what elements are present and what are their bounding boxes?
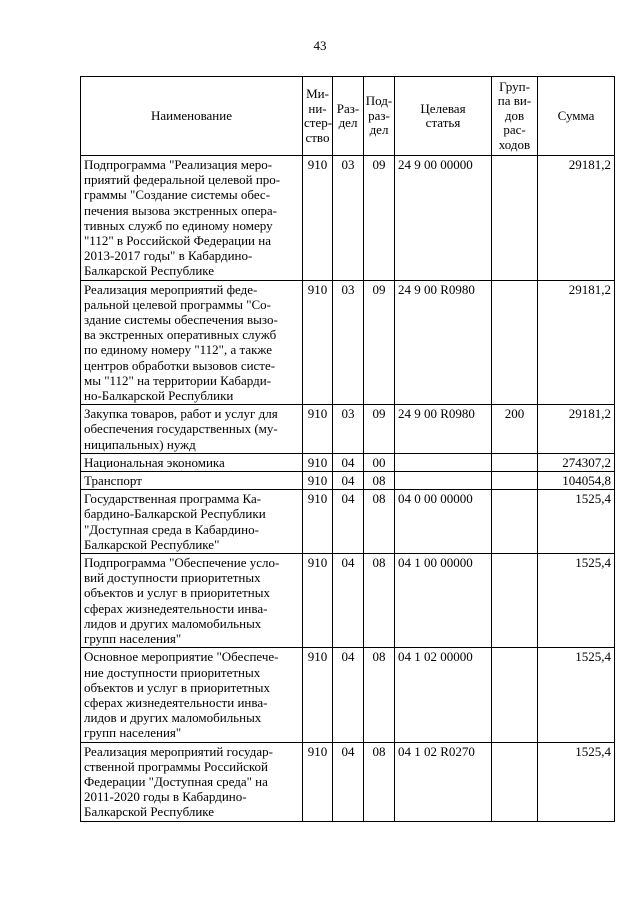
table-row [81, 453, 615, 471]
table-row [81, 156, 615, 281]
row-section: 04 [333, 648, 364, 742]
row-subsection: 08 [364, 648, 395, 742]
table-header-row [81, 77, 615, 156]
table-body [81, 156, 615, 822]
row-target: 24 9 00 R0980 [395, 405, 492, 454]
row-expense-group [492, 472, 538, 490]
row-ministry: 910 [303, 554, 333, 648]
row-ministry: 910 [303, 742, 333, 821]
row-section: 03 [333, 280, 364, 405]
row-subsection: 08 [364, 472, 395, 490]
header-target: Целевая статья [395, 77, 492, 156]
table-row [81, 648, 615, 742]
header-sum: Сумма [538, 77, 615, 156]
row-sum: 274307,2 [538, 453, 615, 471]
row-name: Государственная программа Ка- бардино-Балкарской Республики "Доступная среда в Кабардино- Балкарской Республике" [81, 490, 303, 554]
row-sum: 1525,4 [538, 554, 615, 648]
row-name: Закупка товаров, работ и услуг для обеспечения государственных (му- ниципальных) нужд [81, 405, 303, 454]
row-target: 04 1 00 00000 [395, 554, 492, 648]
row-name: Реализация мероприятий феде- ральной целевой программы "Со- здание системы обеспечения вызо- ва экстренных оперативных служб по единому номеру "112", а также центров обработки вызовов систе- мы "112" на территории Кабарди- но-Балкарской Республики [81, 280, 303, 405]
row-sum: 104054,8 [538, 472, 615, 490]
row-ministry: 910 [303, 490, 333, 554]
row-ministry: 910 [303, 156, 333, 281]
row-section: 04 [333, 453, 364, 471]
row-name: Основное мероприятие "Обеспече- ние доступности приоритетных объектов и услуг в приоритетных сферах жизнедеятельности инва- лидов и других маломобильных групп населения" [81, 648, 303, 742]
row-sum: 29181,2 [538, 405, 615, 454]
row-expense-group [492, 490, 538, 554]
row-name: Транспорт [81, 472, 303, 490]
row-subsection: 00 [364, 453, 395, 471]
row-subsection: 08 [364, 742, 395, 821]
row-ministry: 910 [303, 453, 333, 471]
row-target [395, 453, 492, 471]
row-sum: 1525,4 [538, 490, 615, 554]
row-name: Национальная экономика [81, 453, 303, 471]
row-ministry: 910 [303, 648, 333, 742]
row-section: 04 [333, 554, 364, 648]
row-sum: 29181,2 [538, 156, 615, 281]
row-name: Подпрограмма "Реализация меро- приятий федеральной целевой про- граммы "Создание системы обес- печения вызова экстренных опера- тивных служб по единому номеру "112" в Российской Федерации на 2013-2017 годы" в Кабардино- Балкарской Республике [81, 156, 303, 281]
row-expense-group [492, 453, 538, 471]
row-target: 04 1 02 R0270 [395, 742, 492, 821]
table-row [81, 472, 615, 490]
row-name: Реализация мероприятий государ- ственной программы Российской Федерации "Доступная среда" на 2011-2020 годы в Кабардино- Балкарской Республике [81, 742, 303, 821]
row-section: 04 [333, 742, 364, 821]
row-section: 04 [333, 472, 364, 490]
row-ministry: 910 [303, 280, 333, 405]
row-expense-group: 200 [492, 405, 538, 454]
header-ministry: Ми- ни- стер- ство [303, 77, 333, 156]
table-row [81, 405, 615, 454]
row-expense-group [492, 742, 538, 821]
table-row [81, 280, 615, 405]
header-name: Наименование [81, 77, 303, 156]
row-expense-group [492, 280, 538, 405]
row-subsection: 09 [364, 405, 395, 454]
row-target: 04 1 02 00000 [395, 648, 492, 742]
row-sum: 1525,4 [538, 648, 615, 742]
page-number: 43 [313, 38, 327, 53]
row-expense-group [492, 156, 538, 281]
header-subsection: Под- раз- дел [364, 77, 395, 156]
row-sum: 1525,4 [538, 742, 615, 821]
row-target: 24 9 00 R0980 [395, 280, 492, 405]
header-expense-group: Груп- па ви- дов рас- ходов [492, 77, 538, 156]
row-expense-group [492, 648, 538, 742]
header-section: Раз- дел [333, 77, 364, 156]
row-subsection: 09 [364, 156, 395, 281]
row-target [395, 472, 492, 490]
row-ministry: 910 [303, 472, 333, 490]
budget-table [80, 76, 615, 822]
row-subsection: 08 [364, 554, 395, 648]
row-section: 04 [333, 490, 364, 554]
row-subsection: 08 [364, 490, 395, 554]
table-row [81, 490, 615, 554]
row-section: 03 [333, 405, 364, 454]
row-section: 03 [333, 156, 364, 281]
row-name: Подпрограмма "Обеспечение усло- вий доступности приоритетных объектов и услуг в приоритетных сферах жизнедеятельности инва- лидов и других маломобильных групп населения" [81, 554, 303, 648]
row-target: 04 0 00 00000 [395, 490, 492, 554]
row-expense-group [492, 554, 538, 648]
row-subsection: 09 [364, 280, 395, 405]
table-row [81, 742, 615, 821]
table-row [81, 554, 615, 648]
row-ministry: 910 [303, 405, 333, 454]
row-sum: 29181,2 [538, 280, 615, 405]
row-target: 24 9 00 00000 [395, 156, 492, 281]
